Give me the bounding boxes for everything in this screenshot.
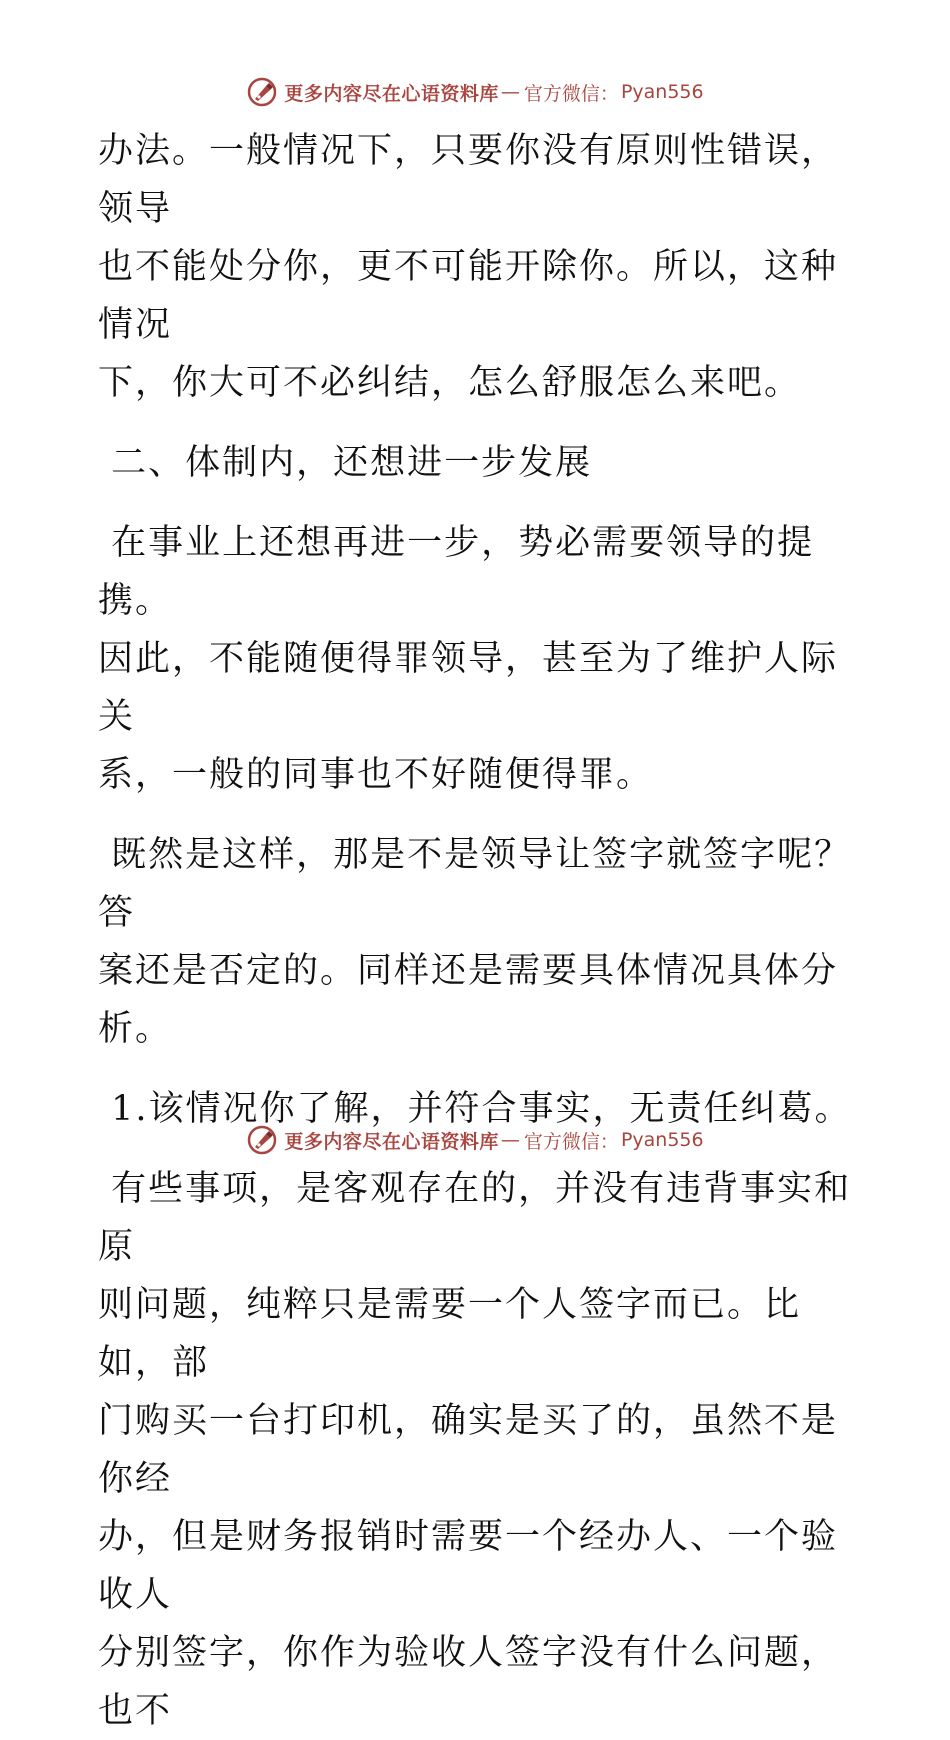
- list-item-heading: 1.该情况你了解，并符合事实，无责任纠葛。: [98, 1089, 852, 1129]
- body-line: 因此，不能随便得罪领导，甚至为了维护人际关: [98, 639, 839, 737]
- banner-brand-text: 更多内容尽在心语资料库: [284, 1130, 499, 1153]
- banner-brand-text: 更多内容尽在心语资料库: [284, 82, 499, 105]
- pen-nib-logo-icon: [246, 1124, 278, 1156]
- body-line: 办，但是财务报销时需要一个经办人、一个验收人: [98, 1517, 839, 1615]
- body-line: 有些事项，是客观存在的，并没有违背事实和原: [98, 1169, 852, 1267]
- body-line: 门购买一台打印机，确实是买了的，虽然不是你经: [98, 1401, 839, 1499]
- banner-official-label: 官方微信：: [523, 1130, 619, 1153]
- banner-separator: —: [500, 81, 520, 103]
- footer-banner: [0, 1120, 950, 1160]
- body-line: 案还是否定的。同样还是需要具体情况具体分析。: [98, 951, 839, 1049]
- banner-wechat-id: Pyan556: [620, 1129, 704, 1151]
- banner-wechat-id: Pyan556: [620, 81, 704, 103]
- banner-separator: —: [500, 1129, 520, 1151]
- body-line: 系，一般的同事也不好随便得罪。: [98, 755, 654, 795]
- body-line: 既然是这样，那是不是领导让签字就签字呢？答: [98, 835, 852, 933]
- body-line: 办法。一般情况下，只要你没有原则性错误，领导: [98, 131, 839, 229]
- body-line: 也不能处分你，更不可能开除你。所以，这种情况: [98, 247, 839, 345]
- section-heading: 二、体制内，还想进一步发展: [98, 443, 593, 483]
- header-banner: [0, 72, 950, 112]
- body-line: 分别签字，你作为验收人签字没有什么问题，也不: [98, 1633, 839, 1731]
- body-line: 下，你大可不必纠结，怎么舒服怎么来吧。: [98, 363, 802, 403]
- body-line: 在事业上还想再进一步，势必需要领导的提携。: [98, 523, 815, 621]
- banner-official-label: 官方微信：: [523, 82, 619, 105]
- pen-nib-logo-icon: [246, 76, 278, 108]
- document-body: [98, 122, 858, 1740]
- body-line: 则问题，纯粹只是需要一个人签字而已。比如，部: [98, 1285, 802, 1383]
